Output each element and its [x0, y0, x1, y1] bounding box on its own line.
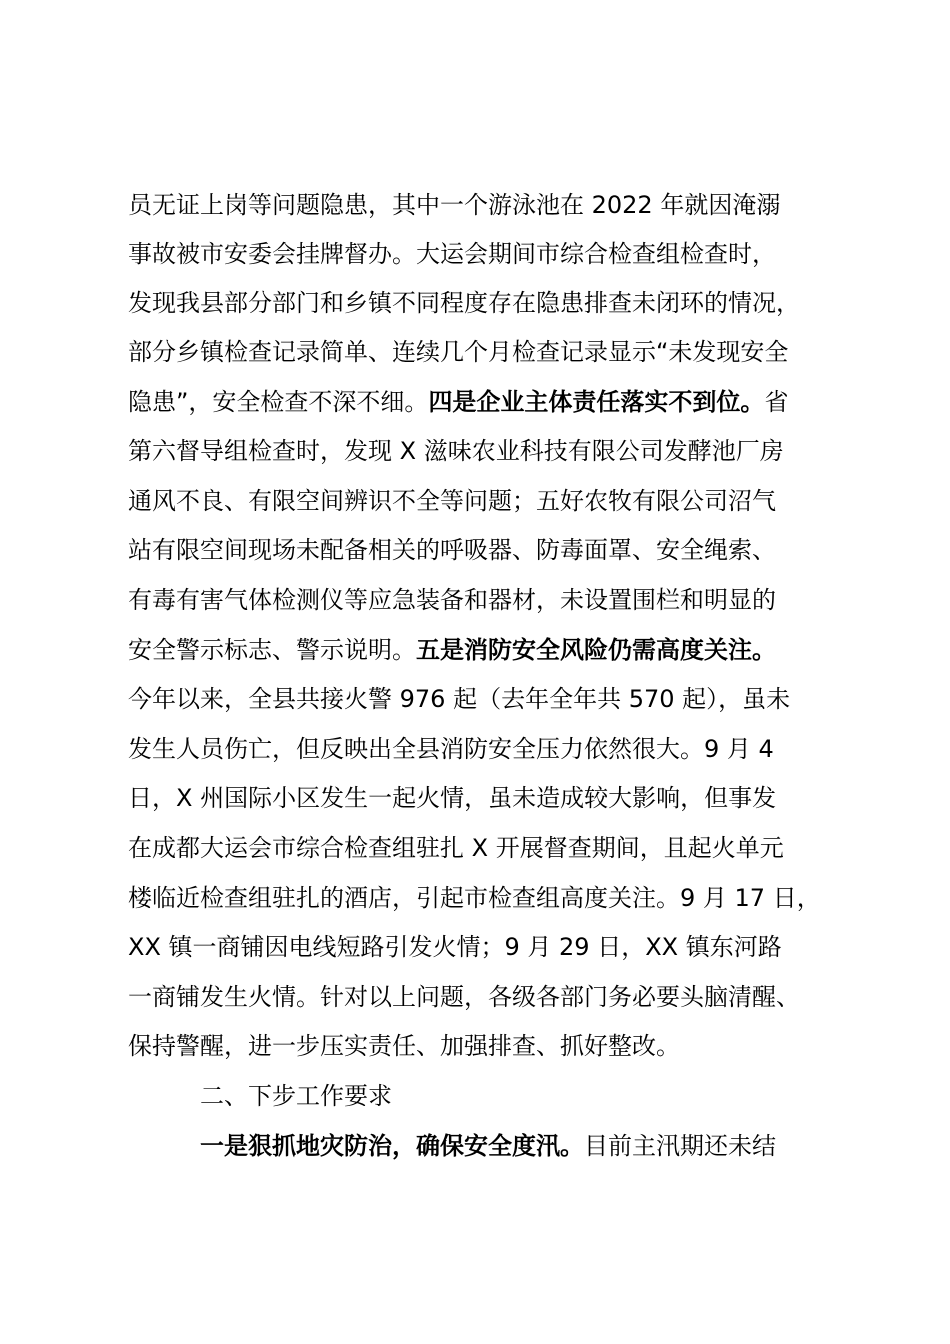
text-line — [128, 585, 776, 615]
bold-heading-run: 四是企业主体责任落实不到位。 — [428, 388, 765, 416]
text-run: 有毒有害气体检测仪等应急装备和器材，未设置围栏和明显的 — [128, 586, 776, 614]
text-line — [128, 635, 776, 665]
text-run: XX 镇一商铺因电线短路引发火情；9 月 29 日，XX 镇东河路 — [128, 933, 782, 961]
text-line — [128, 982, 800, 1012]
text-line — [200, 1131, 776, 1161]
text-line — [128, 387, 788, 417]
text-line — [128, 337, 788, 367]
text-run: 日，X 州国际小区发生一起火情，虽未造成较大影响，但事发 — [128, 784, 777, 812]
text-run: 通风不良、有限空间辨识不全等问题；五好农牧有限公司沼气 — [128, 487, 776, 515]
text-line — [128, 932, 782, 962]
text-run: 目前主汛期还未结 — [584, 1132, 776, 1160]
text-run: 员无证上岗等问题隐患，其中一个游泳池在 2022 年就因淹溺 — [128, 191, 781, 219]
text-line — [128, 783, 776, 813]
bold-heading-run: 一是狠抓地灾防治，确保安全度汛。 — [200, 1132, 584, 1160]
text-run: 部分乡镇检查记录简单、连续几个月检查记录显示“未发现安全 — [128, 338, 789, 366]
text-run: 事故被市安委会挂牌督办。大运会期间市综合检查组检查时， — [128, 240, 776, 268]
text-line — [128, 535, 776, 565]
text-line — [128, 239, 776, 269]
text-run: 在成都大运会市综合检查组驻扎 X 开展督查期间，且起火单元 — [128, 834, 784, 862]
text-run: 第六督导组检查时，发现 X 滋味农业科技有限公司发酵池厂房 — [128, 437, 784, 465]
text-run: 楼临近检查组驻扎的酒店，引起市检查组高度关注。9 月 17 日， — [128, 884, 821, 912]
text-line — [128, 684, 790, 714]
section-heading: 二、下步工作要求 — [200, 1082, 392, 1110]
text-line — [128, 436, 784, 466]
text-run: 今年以来，全县共接火警 976 起（去年全年共 570 起），虽未 — [128, 685, 791, 713]
text-run: 发生人员伤亡，但反映出全县消防安全压力依然很大。9 月 4 — [128, 735, 774, 763]
bold-heading-run: 五是消防安全风险仍需高度关注。 — [416, 636, 776, 664]
text-line — [128, 288, 800, 318]
text-line — [128, 734, 774, 764]
text-run: 隐患”，安全检查不深不细。 — [128, 388, 429, 416]
text-line — [128, 190, 780, 220]
text-run: 安全警示标志、警示说明。 — [128, 636, 416, 664]
text-run: 一商铺发生火情。针对以上问题，各级各部门务必要头脑清醒、 — [128, 983, 800, 1011]
text-line — [128, 833, 784, 863]
text-run: 省 — [764, 388, 789, 416]
text-line — [128, 883, 821, 913]
text-run: 发现我县部分部门和乡镇不同程度存在隐患排查未闭环的情况， — [128, 289, 800, 317]
text-line — [128, 486, 776, 516]
text-line — [128, 1031, 680, 1061]
text-run: 站有限空间现场未配备相关的呼吸器、防毒面罩、安全绳索、 — [128, 536, 776, 564]
text-run: 保持警醒，进一步压实责任、加强排查、抓好整改。 — [128, 1032, 680, 1060]
